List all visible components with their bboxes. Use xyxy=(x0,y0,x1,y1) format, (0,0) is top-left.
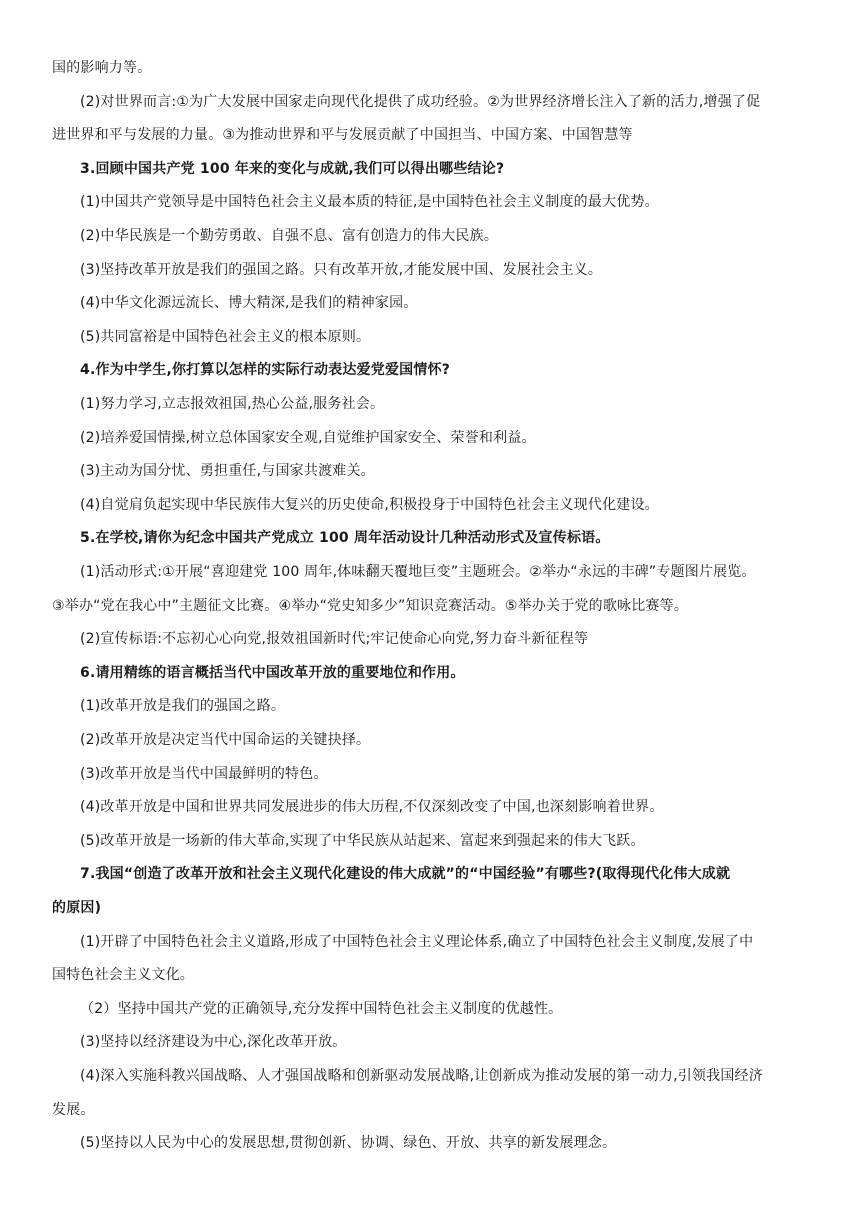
text-line: (4)中华文化源远流长、博大精深,是我们的精神家园。 xyxy=(80,295,418,312)
text-line: (3)改革开放是当代中国最鲜明的特色。 xyxy=(80,765,328,782)
text-line: ③举办“党在我心中”主题征文比赛。④举办“党史知多少”知识竞赛活动。⑤举办关于党的歌咏比赛等。 xyxy=(52,597,689,614)
text-line: 发展。 xyxy=(52,1101,95,1118)
text-line: (4)深入实施科教兴国战略、人才强国战略和创新驱动发展战略,让创新成为推动发展的第一动力,引领我国经济 xyxy=(80,1068,763,1084)
question-heading: 的原因) xyxy=(52,900,102,916)
text-line: (1)努力学习,立志报效祖国,热心公益,服务社会。 xyxy=(80,396,385,412)
text-line: (2)培养爱国情操,树立总体国家安全观,自觉维护国家安全、荣誉和利益。 xyxy=(80,429,536,446)
question-heading: 6.请用精练的语言概括当代中国改革开放的重要地位和作用。 xyxy=(80,664,465,681)
text-line: (1)中国共产党领导是中国特色社会主义最本质的特征,是中国特色社会主义制度的最大优势。 xyxy=(80,194,659,211)
text-line: 国的影响力等。 xyxy=(52,60,152,76)
question-heading: 3.回顾中国共产党 100 年来的变化与成就,我们可以得出哪些结论? xyxy=(80,160,505,177)
text-line: (4)改革开放是中国和世界共同发展进步的伟大历程,不仅深刻改变了中国,也深刻影响着世界。 xyxy=(80,799,664,816)
text-line: (3)主动为国分忧、勇担重任,与国家共渡难关。 xyxy=(80,463,375,480)
text-line: (2)中华民族是一个勤劳勇敢、自强不息、富有创造力的伟大民族。 xyxy=(80,228,499,244)
question-heading: 7.我国“创造了改革开放和社会主义现代化建设的伟大成就”的“中国经验”有哪些?(取得现代化伟大成就 xyxy=(80,866,731,883)
text-line: (5)坚持以人民为中心的发展思想,贯彻创新、协调、绿色、开放、共享的新发展理念。 xyxy=(80,1135,617,1152)
text-line: (1)活动形式:①开展“喜迎建党 100 周年,体味翻天覆地巨变”主题班会。②举办“永远的丰碑”专题图片展览。 xyxy=(80,564,756,580)
text-line: (1)开辟了中国特色社会主义道路,形成了中国特色社会主义理论体系,确立了中国特色社会主义制度,发展了中 xyxy=(80,933,754,950)
text-line: （2）坚持中国共产党的正确领导,充分发挥中国特色社会主义制度的优越性。 xyxy=(80,1000,563,1017)
text-line: (1)改革开放是我们的强国之路。 xyxy=(80,698,286,715)
text-line: (2)宣传标语:不忘初心心向党,报效祖国新时代;牢记使命心向党,努力奋斗新征程等 xyxy=(80,631,589,648)
question-heading: 4.作为中学生,你打算以怎样的实际行动表达爱党爱国情怀? xyxy=(80,362,451,379)
text-line: (4)自觉肩负起实现中华民族伟大复兴的历史使命,积极投身于中国特色社会主义现代化建设。 xyxy=(80,496,659,513)
question-heading: 5.在学校,请你为纪念中国共产党成立 100 周年活动设计几种活动形式及宣传标语。 xyxy=(80,530,610,547)
text-line: (5)改革开放是一场新的伟大革命,实现了中华民族从站起来、富起来到强起来的伟大飞跃。 xyxy=(80,832,645,849)
text-line: 进世界和平与发展的力量。③为推动世界和平与发展贡献了中国担当、中国方案、中国智慧等 xyxy=(52,127,633,144)
text-line: (3)坚持改革开放是我们的强国之路。只有改革开放,才能发展中国、发展社会主义。 xyxy=(80,261,603,278)
text-line: 国特色社会主义文化。 xyxy=(52,967,194,984)
text-line: (3)坚持以经济建设为中心,深化改革开放。 xyxy=(80,1034,347,1051)
text-line: (5)共同富裕是中国特色社会主义的根本原则。 xyxy=(80,328,371,345)
text-line: (2)对世界而言:①为广大发展中国家走向现代化提供了成功经验。②为世界经济增长注入了新的活力,增强了促 xyxy=(80,93,761,110)
text-line: (2)改革开放是决定当代中国命运的关键抉择。 xyxy=(80,732,371,748)
